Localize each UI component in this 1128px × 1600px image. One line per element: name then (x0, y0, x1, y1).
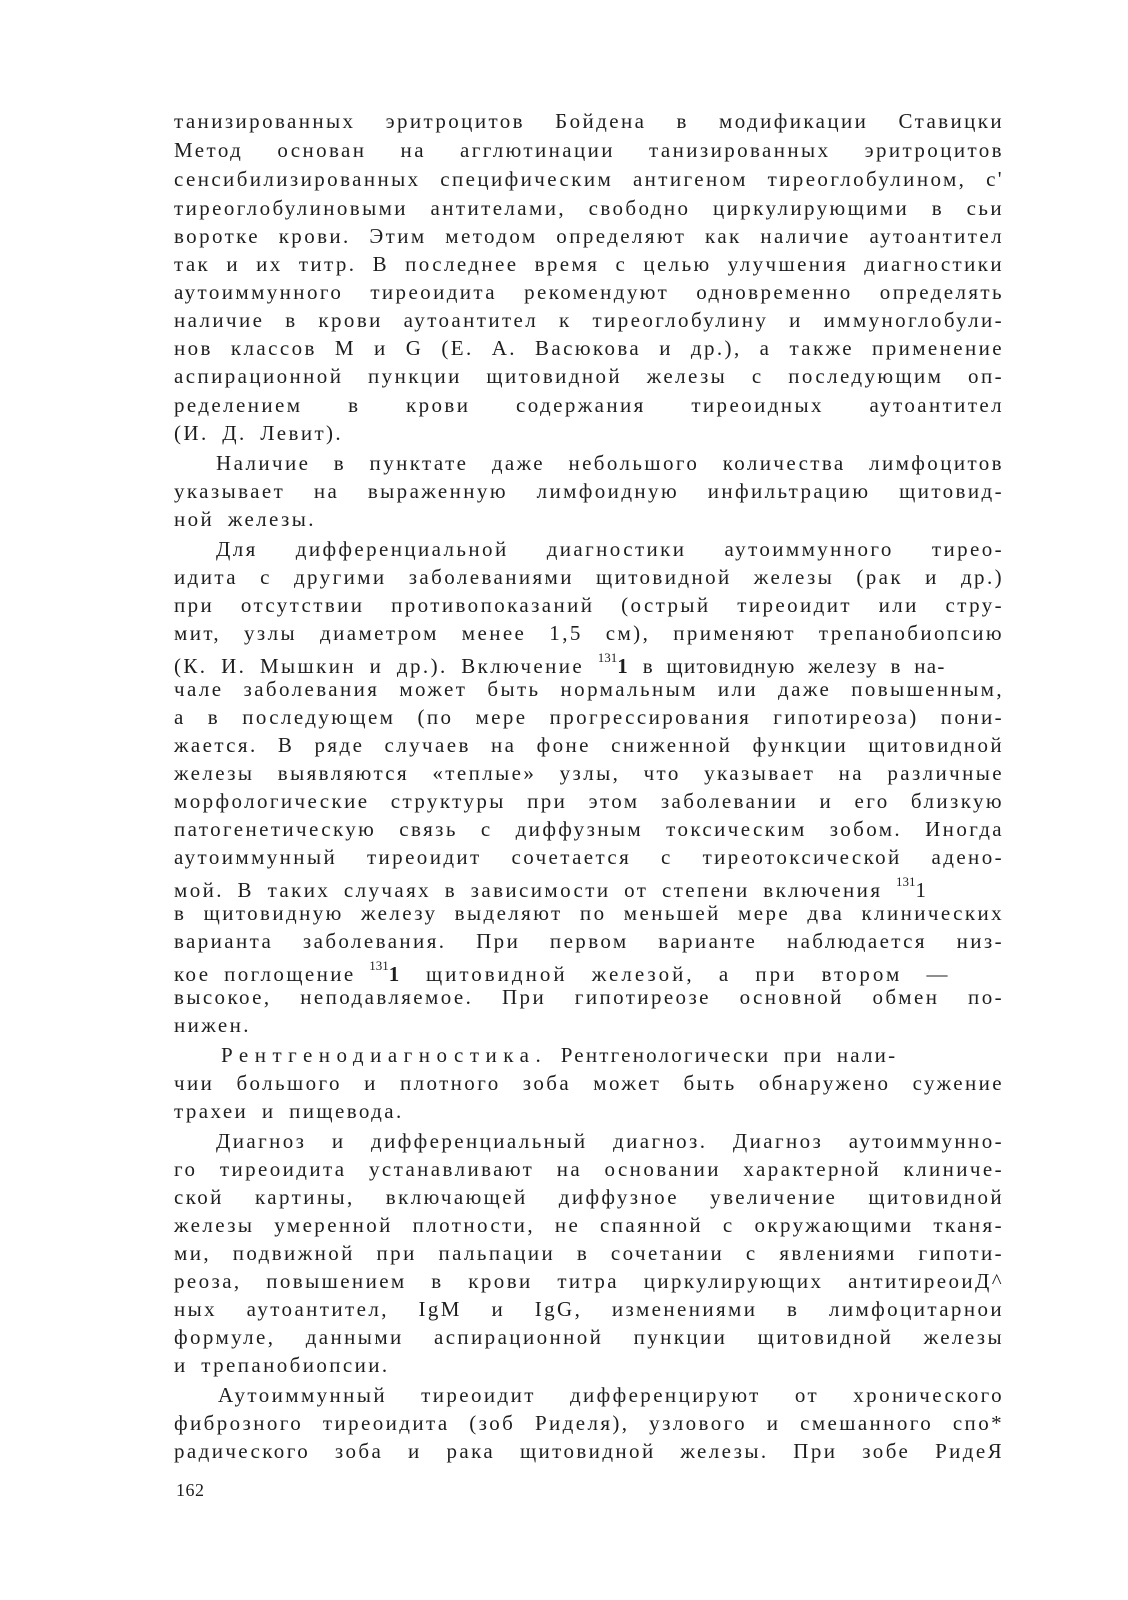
text-line: радического зоба и рака щитовидной железы. При зобе РидеЯ (174, 1439, 1004, 1463)
text-line: жается. В ряде случаев на фоне сниженной функции щитовидной (174, 733, 1004, 757)
text-line: Метод основан на агглютинации танизированных эритроцитов (174, 138, 1004, 162)
text-line: ми, подвижной при пальпации в сочетании с явлениями гипоти- (174, 1241, 1004, 1265)
text-fragment: в щитовидную железу в на- (630, 654, 946, 678)
text-line: чале заболевания может быть нормальным или даже повышенным, (174, 677, 1004, 701)
text-line-with-isotope (174, 871, 1004, 902)
text-line-with-isotope (174, 955, 1004, 986)
text-line: а в последующем (по мере прогрессирования гипотиреоза) пони- (174, 705, 1004, 729)
text-line: аутоиммунного тиреоидита рекомендуют одновременно определять (174, 280, 1004, 304)
text-line: высокое, неподавляемое. При гипотиреозе основной обмен по- (174, 985, 1004, 1009)
text-fragment: (К. И. Мышкин и др.). Включение (174, 654, 598, 678)
text-line: танизированных эритроцитов Бойдена в модификации Ставицки (174, 109, 1004, 133)
isotope-mass: 131 (369, 958, 389, 973)
text-fragment: мой. В таких случаях в зависимости от степени включения (174, 878, 897, 902)
text-line: фиброзного тиреоидита (зоб Риделя), узлового и смешанного спо* (174, 1411, 1004, 1435)
section-heading: Рентгенодиагностика. (221, 1043, 548, 1067)
text-line: железы выявляются «теплые» узлы, что указывает на различные (174, 761, 1004, 785)
text-line: ной железы. (174, 507, 316, 531)
isotope-mass: 131 (896, 874, 916, 889)
text-line: нижен. (174, 1013, 251, 1037)
text-line: в щитовидную железу выделяют по меньшей мере два клинических (174, 901, 1004, 925)
text-line: нов классов М и G (Е. А. Васюкова и др.), а также применение (174, 336, 1004, 360)
text-line: морфологические структуры при этом заболевании и его близкую (174, 789, 1004, 813)
text-line: и трепанобиопсии. (174, 1353, 390, 1377)
text-line: железы умеренной плотности, не спаянной с окружающими тканя- (174, 1213, 1004, 1237)
paragraph-first-line: Диагноз и дифференциальный диагноз. Диагноз аутоиммунно- (216, 1129, 1004, 1153)
text-line: патогенетическую связь с диффузным токсическим зобом. Иногда (174, 817, 1004, 841)
text-line: варианта заболевания. При первом варианте наблюдается низ- (174, 929, 1004, 953)
text-line: так и их титр. В последнее время с целью улучшения диагностики (174, 252, 1004, 276)
section-heading-line (221, 1041, 1005, 1069)
text-line: мит, узлы диаметром менее 1,5 см), применяют трепанобиопсию (174, 621, 1004, 645)
page-number: 162 (176, 1480, 205, 1500)
text-line: реоза, повышением в крови титра циркулирующих антитиреоиД^ (174, 1269, 1004, 1293)
text-line: чии большого и плотного зоба может быть обнаружено сужение (174, 1071, 1004, 1095)
text-line: трахеи и пищевода. (174, 1099, 404, 1123)
text-line: го тиреоидита устанавливают на основании характерной клиниче- (174, 1157, 1004, 1181)
text-line: тиреоглобулиновыми антителами, свободно циркулирующими в сьи (174, 196, 1004, 220)
isotope-symbol: 1 (388, 962, 402, 986)
text-line: ределением в крови содержания тиреоидных аутоантител (174, 393, 1004, 417)
isotope-symbol: 1 (915, 878, 929, 902)
text-line: сенсибилизированных специфическим антигеном тиреоглобулином, с' (174, 167, 1004, 191)
text-line: (И. Д. Левит). (174, 421, 344, 445)
text-line: ской картины, включающей диффузное увеличение щитовидной (174, 1185, 1004, 1209)
text-line: указывает на выраженную лимфоидную инфильтрацию щитовид- (174, 479, 1004, 503)
text-fragment: Рентгенологически при нали- (547, 1043, 898, 1067)
text-fragment: кое поглощение (174, 962, 370, 986)
text-fragment: щитовидной железой, а при втором — (401, 962, 951, 986)
text-line: ных аутоантител, IgM и IgG, изменениями в лимфоцитарнои (174, 1297, 1004, 1321)
text-line-with-isotope (174, 647, 1004, 678)
text-line: воротке крови. Этим методом определяют как наличие аутоантител (174, 224, 1004, 248)
text-line: наличие в крови аутоантител к тиреоглобулину и иммуноглобули- (174, 308, 1004, 332)
paragraph-first-line: Аутоиммунный тиреоидит дифференцируют от хронического (218, 1383, 1004, 1407)
text-line: идита с другими заболеваниями щитовидной железы (рак и др.) (174, 565, 1004, 589)
text-line: аутоиммунный тиреоидит сочетается с тиреотоксической адено- (174, 845, 1004, 869)
paragraph-first-line: Наличие в пунктате даже небольшого количества лимфоцитов (216, 451, 1004, 475)
paragraph-first-line: Для дифференциальной диагностики аутоиммунного тирео- (216, 537, 1004, 561)
isotope-mass: 131 (597, 650, 618, 665)
isotope-symbol: 1 (617, 654, 631, 678)
text-line: при отсутствии противопоказаний (острый тиреоидит или стру- (174, 593, 1004, 617)
text-line: аспирационной пункции щитовидной железы с последующим оп- (174, 364, 1004, 388)
text-line: формуле, данными аспирационной пункции щитовидной железы (174, 1325, 1004, 1349)
